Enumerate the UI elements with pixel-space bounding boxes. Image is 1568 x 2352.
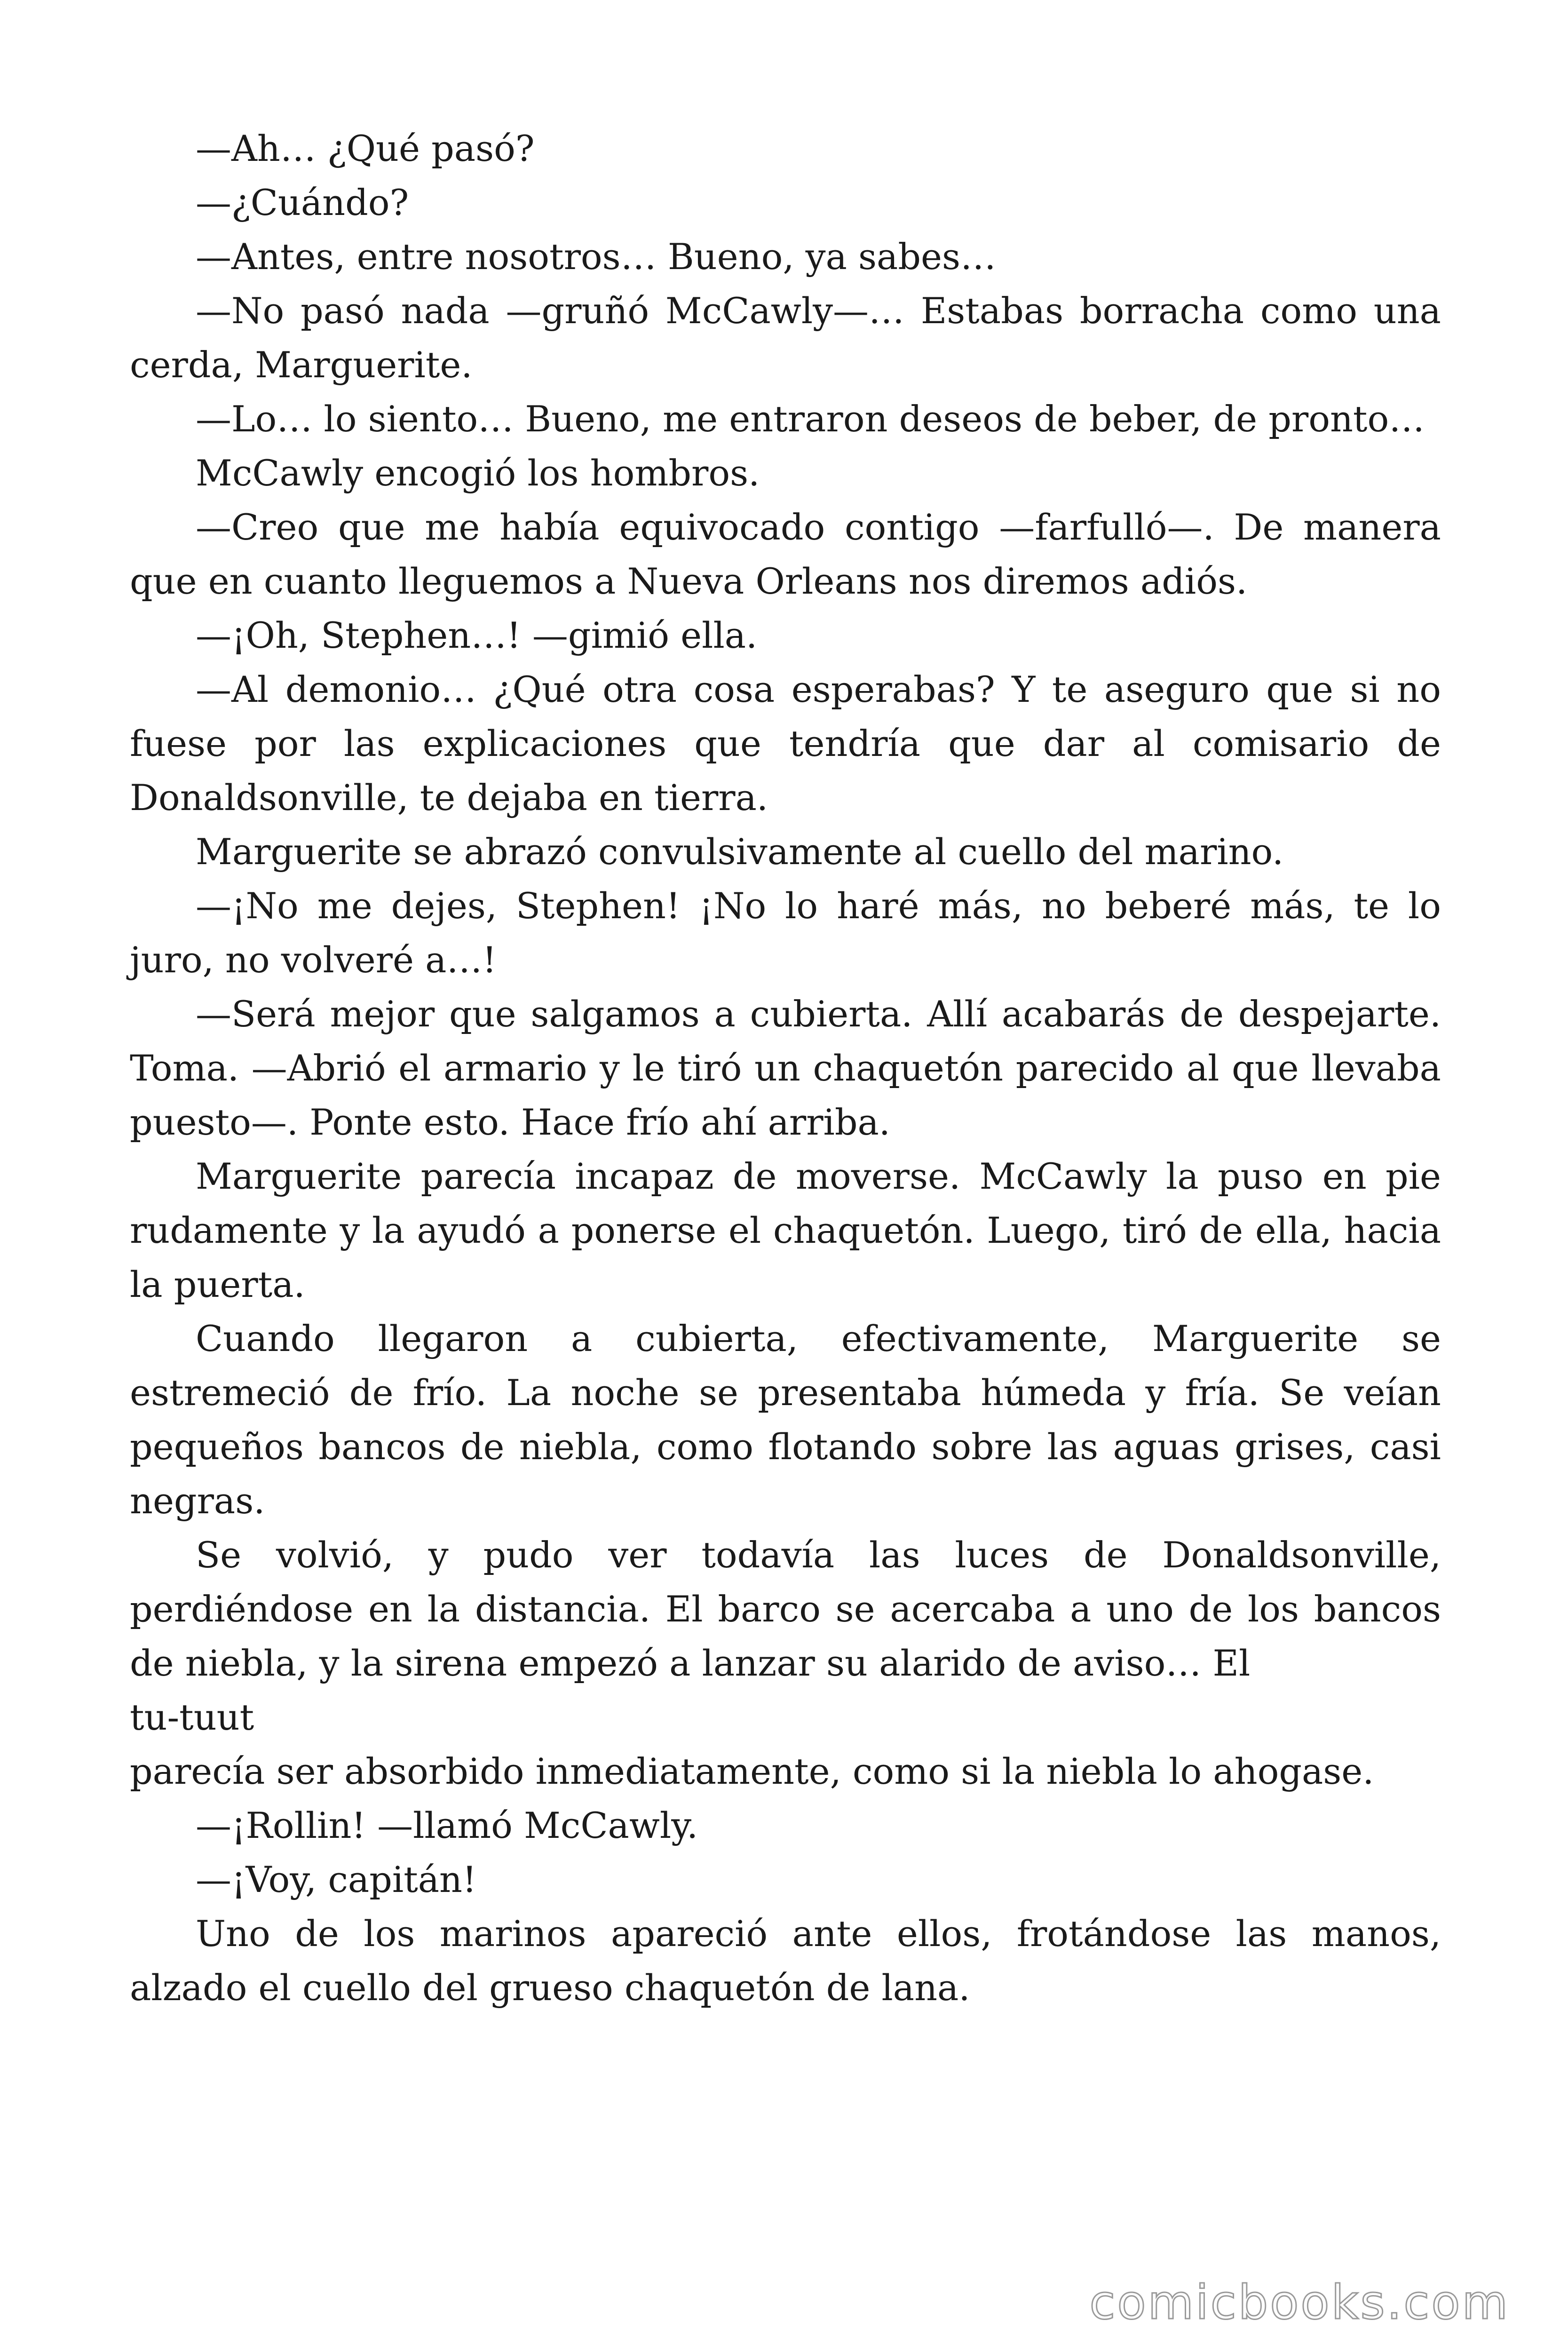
paragraph-3: —Antes, entre nosotros… Bueno, ya sabes… <box>196 236 996 278</box>
paragraph-13: Marguerite parecía incapaz de moverse. McCawly la puso en pie rudamente y la ayudó a ponerse el chaquetón. Luego, tiró de ella, hacia la puerta. <box>130 1155 1441 1305</box>
paragraph-15: Se volvió, y pudo ver todavía las luces de Donaldsonville, perdiéndose en la distancia. El barco se acercaba a uno de los bancos de niebla, y la sirena empezó a lanzar su alarido de aviso… El <box>130 1534 1441 1684</box>
watermark-logo: comicbooks.com <box>1089 2275 1510 2330</box>
book-page-text <box>130 121 1441 2015</box>
paragraph-14: Cuando llegaron a cubierta, efectivamente, Marguerite se estremeció de frío. La noche se presentaba húmeda y fría. Se veían pequeños bancos de niebla, como flotando sobre las aguas grises, casi negras. <box>130 1318 1441 1522</box>
paragraph-11: —¡No me dejes, Stephen! ¡No lo haré más, no beberé más, te lo juro, no volveré a…! <box>130 885 1441 981</box>
paragraph-6: McCawly encogió los hombros. <box>196 452 760 494</box>
paragraph-10: Marguerite se abrazó convulsivamente al cuello del marino. <box>196 831 1284 873</box>
paragraph-16: tu-tuut <box>130 1696 254 1738</box>
paragraph-19: —¡Voy, capitán! <box>196 1859 477 1900</box>
paragraph-5: —Lo… lo siento… Bueno, me entraron deseos de beber, de pronto… <box>196 398 1425 440</box>
paragraph-20: Uno de los marinos apareció ante ellos, frotándose las manos, alzado el cuello del grueso chaquetón de lana. <box>130 1913 1441 2009</box>
paragraph-4: —No pasó nada —gruñó McCawly—… Estabas borracha como una cerda, Marguerite. <box>130 290 1441 386</box>
paragraph-18: —¡Rollin! —llamó McCawly. <box>196 1804 698 1846</box>
paragraph-7: —Creo que me había equivocado contigo —farfulló—. De manera que en cuanto lleguemos a Nueva Orleans nos diremos adiós. <box>130 506 1441 602</box>
paragraph-9: —Al demonio… ¿Qué otra cosa esperabas? Y te aseguro que si no fuese por las explicaciones que tendría que dar al comisario de Donaldsonville, te dejaba en tierra. <box>130 668 1441 818</box>
paragraph-8: —¡Oh, Stephen…! —gimió ella. <box>196 614 758 656</box>
paragraph-1: —Ah… ¿Qué pasó? <box>196 127 535 169</box>
paragraph-12: —Será mejor que salgamos a cubierta. Allí acabarás de despejarte. Toma. —Abrió el armario y le tiró un chaquetón parecido al que llevaba puesto—. Ponte esto. Hace frío ahí arriba. <box>130 993 1441 1143</box>
paragraph-17: parecía ser absorbido inmediatamente, como si la niebla lo ahogase. <box>130 1750 1374 1792</box>
paragraph-2: —¿Cuándo? <box>196 182 409 223</box>
